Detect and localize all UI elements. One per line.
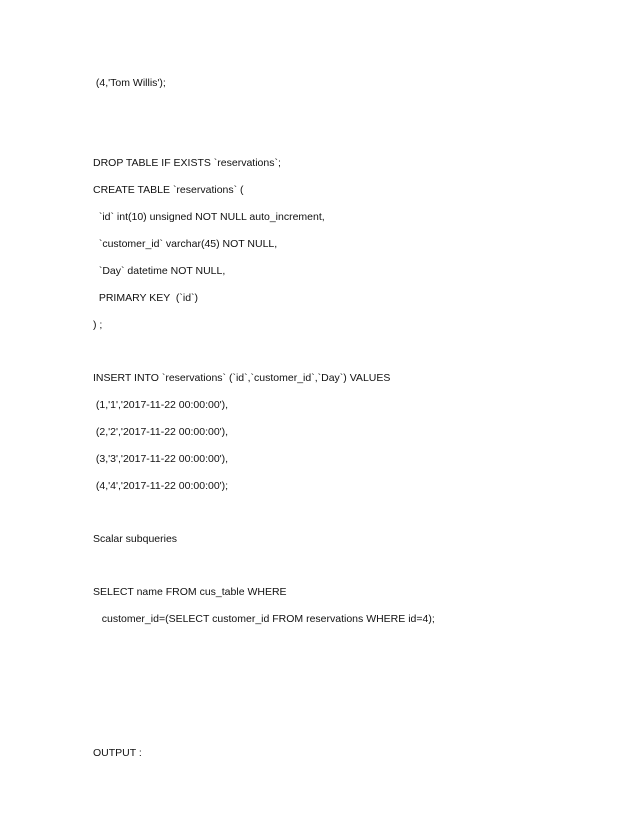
sql-create-close: ) ;: [93, 319, 103, 331]
sql-insert-row-3: (3,'3','2017-11-22 00:00:00'),: [93, 453, 229, 465]
output-label: OUTPUT :: [93, 747, 142, 759]
sql-column-id: `id` int(10) unsigned NOT NULL auto_increment,: [93, 211, 325, 223]
section-heading: Scalar subqueries: [93, 533, 178, 545]
sql-primary-key: PRIMARY KEY (`id`): [93, 292, 199, 304]
sql-insert-into: INSERT INTO `reservations` (`id`,`customer_id`,`Day`) VALUES: [93, 372, 391, 384]
sql-select-condition: customer_id=(SELECT customer_id FROM reservations WHERE id=4);: [93, 613, 435, 625]
sql-insert-last-row: (4,'Tom Willis');: [93, 77, 166, 89]
sql-insert-row-2: (2,'2','2017-11-22 00:00:00'),: [93, 426, 229, 438]
sql-insert-row-4: (4,'4','2017-11-22 00:00:00');: [93, 480, 229, 492]
sql-drop-table: DROP TABLE IF EXISTS `reservations`;: [93, 157, 281, 169]
sql-column-day: `Day` datetime NOT NULL,: [93, 265, 226, 277]
sql-select: SELECT name FROM cus_table WHERE: [93, 586, 287, 598]
sql-create-table: CREATE TABLE `reservations` (: [93, 184, 244, 196]
sql-column-customer-id: `customer_id` varchar(45) NOT NULL,: [93, 238, 278, 250]
sql-insert-row-1: (1,'1','2017-11-22 00:00:00'),: [93, 399, 229, 411]
